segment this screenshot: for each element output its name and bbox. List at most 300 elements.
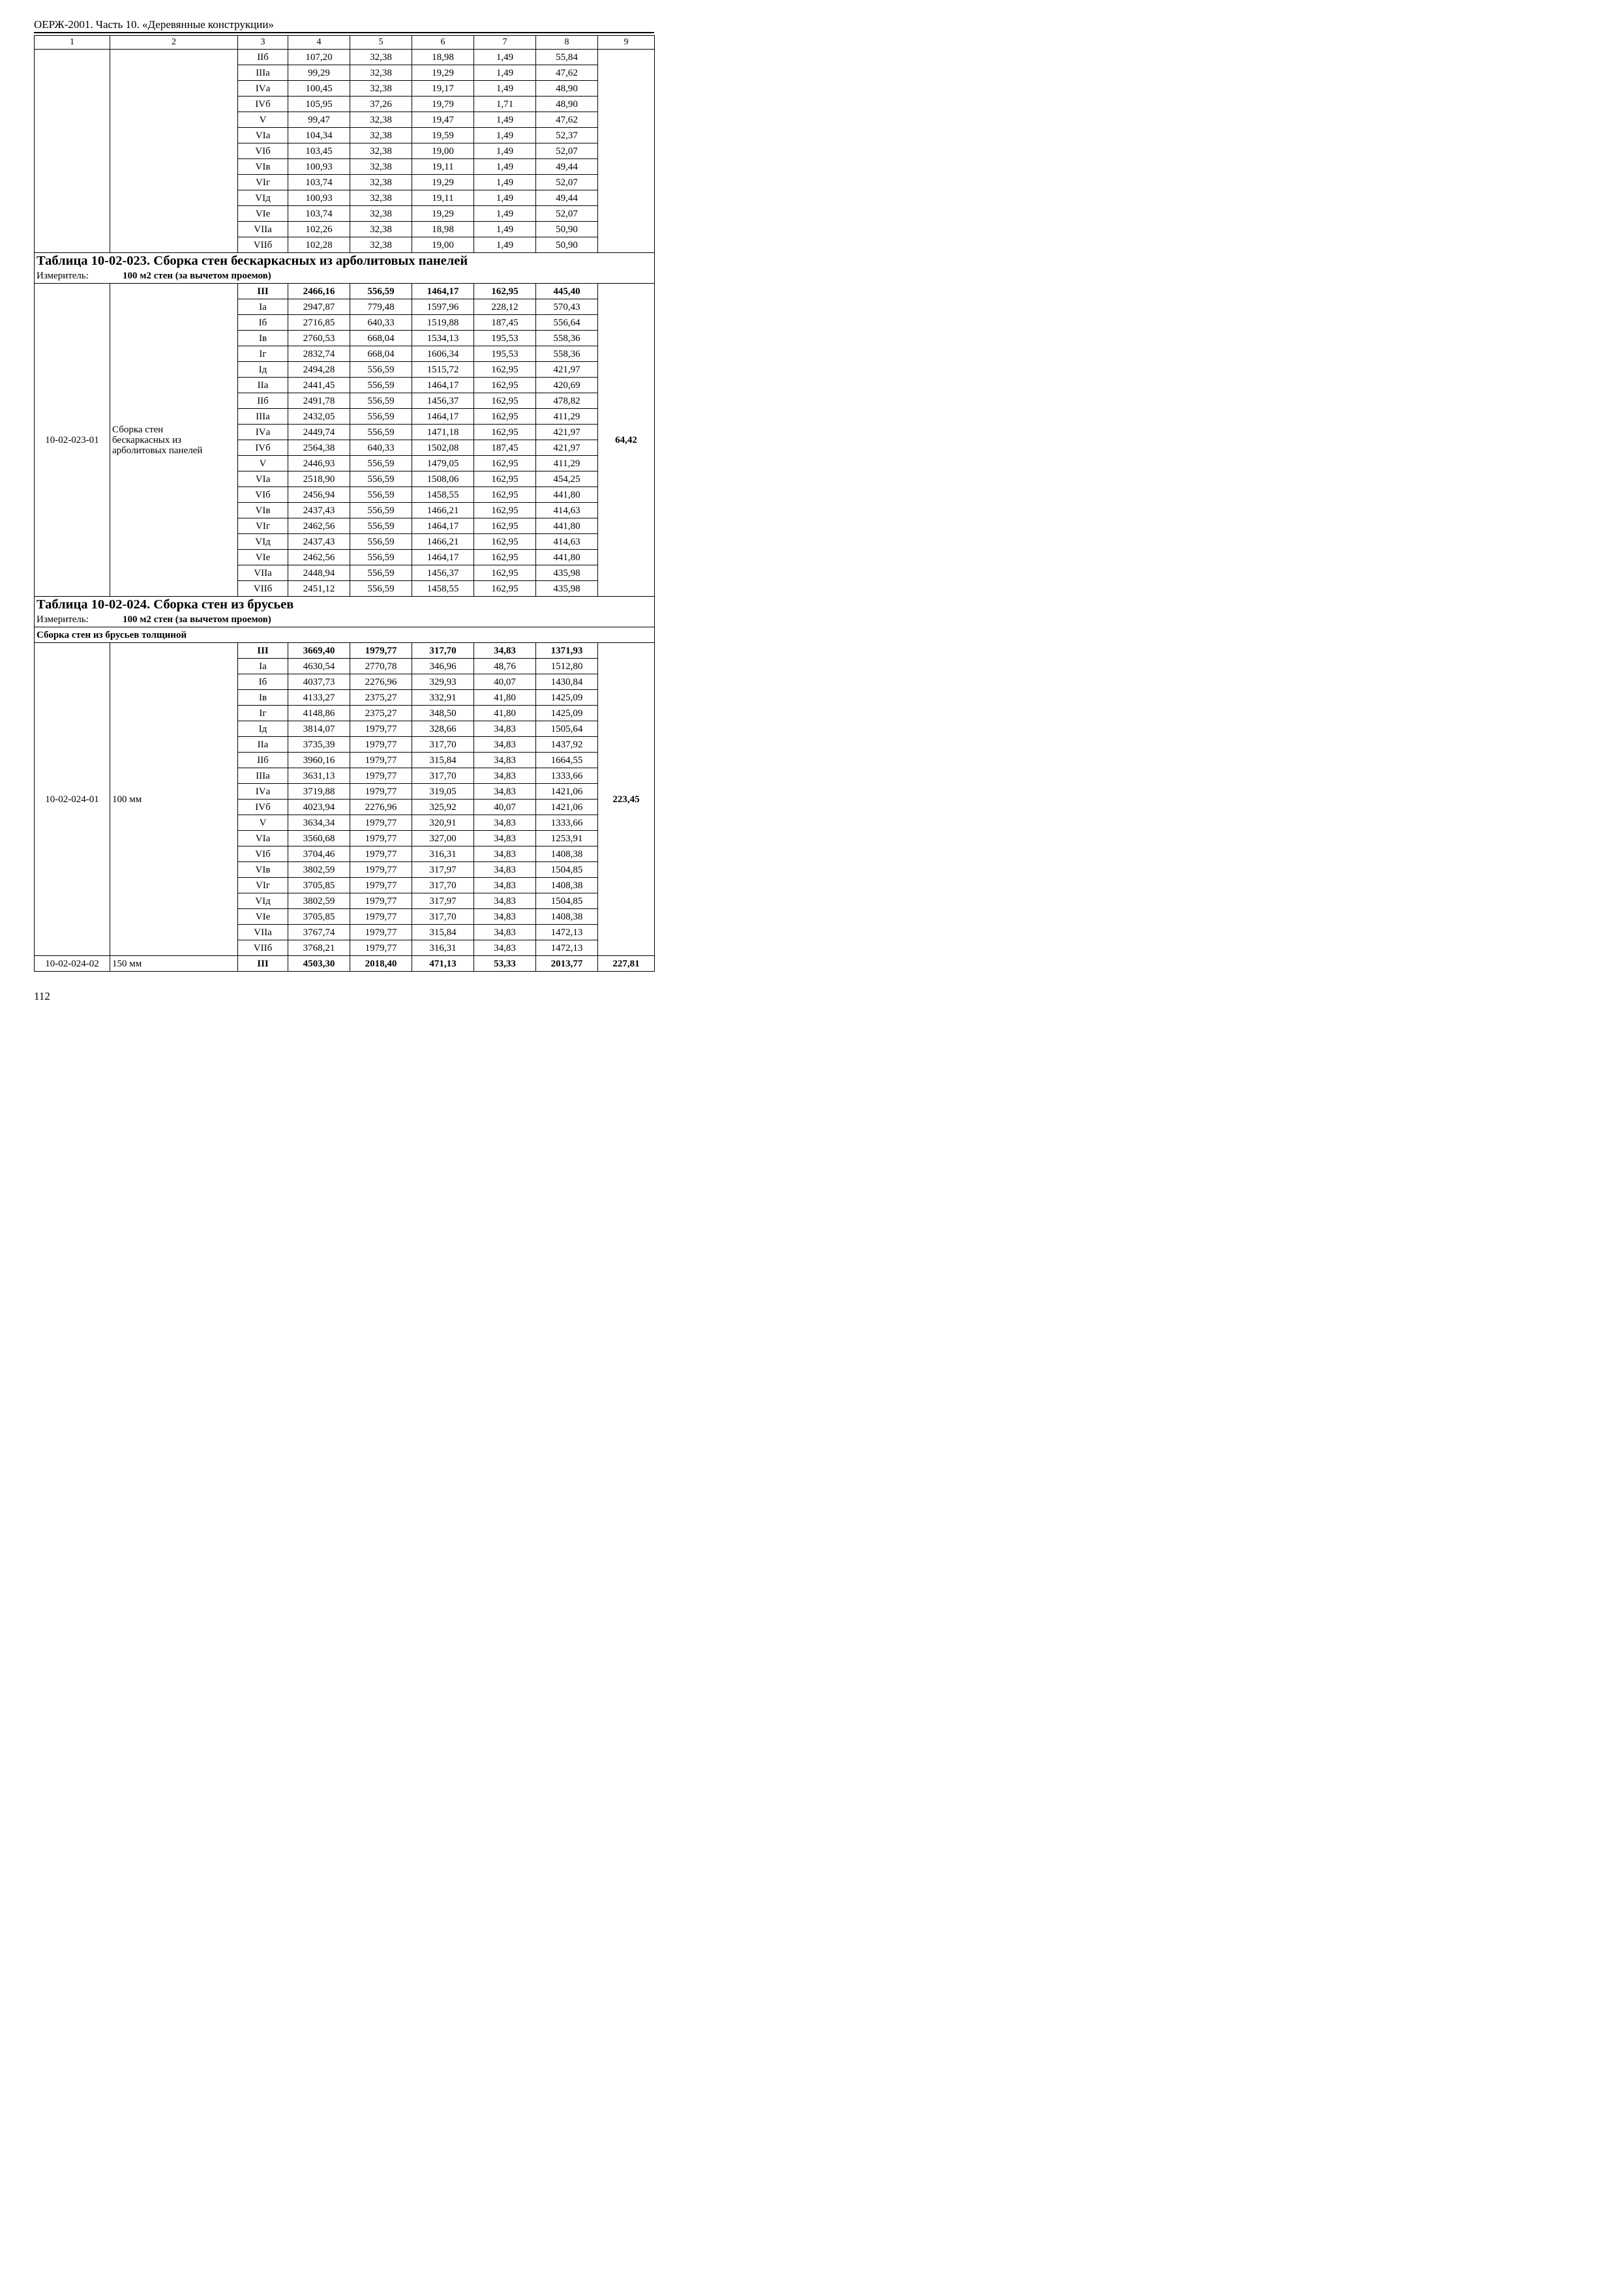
value-cell: 2375,27 xyxy=(350,706,412,721)
value-cell: 162,95 xyxy=(474,425,536,440)
value-cell: 3704,46 xyxy=(288,846,350,862)
value-cell: 668,04 xyxy=(350,331,412,346)
value-cell: 2518,90 xyxy=(288,471,350,487)
value-cell: 1425,09 xyxy=(536,690,598,706)
column-number: 9 xyxy=(598,36,655,50)
value-cell: 19,29 xyxy=(412,175,474,190)
value-cell: 1504,85 xyxy=(536,893,598,909)
value-cell: 32,38 xyxy=(350,190,412,206)
value-cell: 2451,12 xyxy=(288,581,350,597)
value-cell: 48,76 xyxy=(474,659,536,674)
value-cell: 2760,53 xyxy=(288,331,350,346)
value-cell: 162,95 xyxy=(474,393,536,409)
value-cell: 34,83 xyxy=(474,909,536,925)
value-cell: 34,83 xyxy=(474,737,536,753)
value-cell: 162,95 xyxy=(474,565,536,581)
value-cell: 3802,59 xyxy=(288,862,350,878)
value-cell: 1408,38 xyxy=(536,846,598,862)
value-cell: 558,36 xyxy=(536,331,598,346)
col9-cell: 64,42 xyxy=(598,284,655,597)
value-cell: 34,83 xyxy=(474,784,536,800)
value-cell: 100,45 xyxy=(288,81,350,97)
value-cell: 34,83 xyxy=(474,862,536,878)
region-cell: IVб xyxy=(238,440,288,456)
region-cell: III xyxy=(238,956,288,972)
region-cell: VIб xyxy=(238,846,288,862)
value-cell: 3634,34 xyxy=(288,815,350,831)
value-cell: 329,93 xyxy=(412,674,474,690)
value-cell: 411,29 xyxy=(536,456,598,471)
value-cell: 3631,13 xyxy=(288,768,350,784)
region-cell: IIа xyxy=(238,378,288,393)
subheader: Сборка стен из брусьев толщиной xyxy=(35,627,655,643)
value-cell: 49,44 xyxy=(536,159,598,175)
region-cell: Iд xyxy=(238,721,288,737)
region-cell: IVа xyxy=(238,81,288,97)
value-cell: 162,95 xyxy=(474,362,536,378)
region-cell: Iа xyxy=(238,299,288,315)
value-cell: 47,62 xyxy=(536,112,598,128)
region-cell: VIб xyxy=(238,143,288,159)
value-cell: 556,59 xyxy=(350,503,412,518)
value-cell: 1425,09 xyxy=(536,706,598,721)
value-cell: 53,33 xyxy=(474,956,536,972)
value-cell: 4503,30 xyxy=(288,956,350,972)
value-cell: 317,70 xyxy=(412,909,474,925)
value-cell: 1472,13 xyxy=(536,940,598,956)
value-cell: 195,53 xyxy=(474,346,536,362)
column-number: 5 xyxy=(350,36,412,50)
column-number: 2 xyxy=(110,36,238,50)
value-cell: 162,95 xyxy=(474,581,536,597)
value-cell: 435,98 xyxy=(536,565,598,581)
column-number: 4 xyxy=(288,36,350,50)
value-cell: 103,74 xyxy=(288,206,350,222)
value-cell: 32,38 xyxy=(350,159,412,175)
value-cell: 32,38 xyxy=(350,206,412,222)
value-cell: 3669,40 xyxy=(288,643,350,659)
value-cell: 34,83 xyxy=(474,753,536,768)
value-cell: 34,83 xyxy=(474,940,536,956)
value-cell: 441,80 xyxy=(536,550,598,565)
column-number: 3 xyxy=(238,36,288,50)
value-cell: 1464,17 xyxy=(412,518,474,534)
value-cell: 100,93 xyxy=(288,190,350,206)
value-cell: 441,80 xyxy=(536,518,598,534)
value-cell: 471,13 xyxy=(412,956,474,972)
value-cell: 1508,06 xyxy=(412,471,474,487)
value-cell: 556,59 xyxy=(350,284,412,299)
region-cell: IVб xyxy=(238,800,288,815)
region-cell: Iб xyxy=(238,315,288,331)
value-cell: 1504,85 xyxy=(536,862,598,878)
subheader-row xyxy=(35,627,655,643)
value-cell: 1,49 xyxy=(474,128,536,143)
value-cell: 2276,96 xyxy=(350,674,412,690)
value-cell: 1,71 xyxy=(474,97,536,112)
col9-cell: 223,45 xyxy=(598,643,655,956)
value-cell: 1979,77 xyxy=(350,846,412,862)
value-cell: 2494,28 xyxy=(288,362,350,378)
region-cell: VIIб xyxy=(238,581,288,597)
code-cell: 10-02-024-01 xyxy=(35,643,110,956)
page-number: 112 xyxy=(34,990,50,1002)
table-title: Таблица 10-02-024. Сборка стен из брусьев xyxy=(35,597,655,612)
value-cell: 32,38 xyxy=(350,237,412,253)
value-cell: 1,49 xyxy=(474,81,536,97)
value-cell: 3560,68 xyxy=(288,831,350,846)
value-cell: 34,83 xyxy=(474,878,536,893)
value-cell: 1515,72 xyxy=(412,362,474,378)
region-cell: VIг xyxy=(238,518,288,534)
code-cell: 10-02-023-01 xyxy=(35,284,110,597)
value-cell: 3719,88 xyxy=(288,784,350,800)
value-cell: 556,64 xyxy=(536,315,598,331)
value-cell: 421,97 xyxy=(536,362,598,378)
value-cell: 228,12 xyxy=(474,299,536,315)
value-cell: 162,95 xyxy=(474,534,536,550)
value-cell: 162,95 xyxy=(474,503,536,518)
region-cell: V xyxy=(238,456,288,471)
value-cell: 2375,27 xyxy=(350,690,412,706)
value-cell: 1421,06 xyxy=(536,800,598,815)
region-cell: VIIа xyxy=(238,222,288,237)
region-cell: VIIб xyxy=(238,237,288,253)
region-cell: VIе xyxy=(238,550,288,565)
code-cell: 10-02-024-02 xyxy=(35,956,110,972)
name-line: Сборка стен xyxy=(112,424,164,435)
region-cell: Iг xyxy=(238,706,288,721)
value-cell: 1979,77 xyxy=(350,768,412,784)
value-cell: 1472,13 xyxy=(536,925,598,940)
region-cell: VIа xyxy=(238,128,288,143)
value-cell: 1979,77 xyxy=(350,784,412,800)
col9-cell xyxy=(598,50,655,253)
value-cell: 478,82 xyxy=(536,393,598,409)
value-cell: 346,96 xyxy=(412,659,474,674)
value-cell: 4630,54 xyxy=(288,659,350,674)
value-cell: 570,43 xyxy=(536,299,598,315)
value-cell: 1979,77 xyxy=(350,893,412,909)
region-cell: VIг xyxy=(238,878,288,893)
value-cell: 556,59 xyxy=(350,518,412,534)
value-cell: 40,07 xyxy=(474,674,536,690)
value-cell: 49,44 xyxy=(536,190,598,206)
value-cell: 1,49 xyxy=(474,143,536,159)
value-cell: 1979,77 xyxy=(350,737,412,753)
region-cell: Iб xyxy=(238,674,288,690)
value-cell: 1408,38 xyxy=(536,878,598,893)
region-cell: VIв xyxy=(238,862,288,878)
meter-value: 100 м2 стен (за вычетом проемов) xyxy=(123,614,271,625)
value-cell: 1534,13 xyxy=(412,331,474,346)
value-cell: 1464,17 xyxy=(412,550,474,565)
value-cell: 41,80 xyxy=(474,706,536,721)
value-cell: 1464,17 xyxy=(412,378,474,393)
value-cell: 640,33 xyxy=(350,440,412,456)
value-cell: 317,70 xyxy=(412,878,474,893)
value-cell: 162,95 xyxy=(474,487,536,503)
region-cell: VIIа xyxy=(238,565,288,581)
col9-cell: 227,81 xyxy=(598,956,655,972)
value-cell: 316,31 xyxy=(412,846,474,862)
value-cell: 52,07 xyxy=(536,143,598,159)
value-cell: 18,98 xyxy=(412,50,474,65)
column-number: 7 xyxy=(474,36,536,50)
value-cell: 2018,40 xyxy=(350,956,412,972)
value-cell: 32,38 xyxy=(350,50,412,65)
value-cell: 2276,96 xyxy=(350,800,412,815)
value-cell: 2462,56 xyxy=(288,518,350,534)
value-cell: 317,70 xyxy=(412,737,474,753)
meter-label: Измеритель: xyxy=(37,614,89,625)
value-cell: 1502,08 xyxy=(412,440,474,456)
value-cell: 19,79 xyxy=(412,97,474,112)
value-cell: 48,90 xyxy=(536,97,598,112)
value-cell: 32,38 xyxy=(350,175,412,190)
value-cell: 1606,34 xyxy=(412,346,474,362)
value-cell: 414,63 xyxy=(536,534,598,550)
value-cell: 421,97 xyxy=(536,425,598,440)
value-cell: 34,83 xyxy=(474,925,536,940)
value-cell: 1,49 xyxy=(474,190,536,206)
header-divider xyxy=(34,32,654,33)
value-cell: 2448,94 xyxy=(288,565,350,581)
value-cell: 19,47 xyxy=(412,112,474,128)
value-cell: 32,38 xyxy=(350,128,412,143)
value-cell: 1979,77 xyxy=(350,878,412,893)
value-cell: 556,59 xyxy=(350,456,412,471)
value-cell: 34,83 xyxy=(474,768,536,784)
table-title-row xyxy=(35,253,655,269)
value-cell: 4133,27 xyxy=(288,690,350,706)
value-cell: 162,95 xyxy=(474,378,536,393)
value-cell: 34,83 xyxy=(474,721,536,737)
value-cell: 41,80 xyxy=(474,690,536,706)
region-cell: V xyxy=(238,815,288,831)
value-cell: 162,95 xyxy=(474,456,536,471)
value-cell: 4148,86 xyxy=(288,706,350,721)
value-cell: 19,59 xyxy=(412,128,474,143)
value-cell: 556,59 xyxy=(350,581,412,597)
value-cell: 556,59 xyxy=(350,471,412,487)
region-cell: Iг xyxy=(238,346,288,362)
value-cell: 315,84 xyxy=(412,925,474,940)
value-cell: 1,49 xyxy=(474,222,536,237)
column-number: 6 xyxy=(412,36,474,50)
value-cell: 52,37 xyxy=(536,128,598,143)
value-cell: 2564,38 xyxy=(288,440,350,456)
value-cell: 1471,18 xyxy=(412,425,474,440)
name-cell: 100 мм xyxy=(110,643,238,956)
value-cell: 52,07 xyxy=(536,175,598,190)
value-cell: 320,91 xyxy=(412,815,474,831)
table-title-row xyxy=(35,597,655,612)
region-cell: VIв xyxy=(238,503,288,518)
region-cell: Iд xyxy=(238,362,288,378)
column-number: 1 xyxy=(35,36,110,50)
value-cell: 2432,05 xyxy=(288,409,350,425)
value-cell: 162,95 xyxy=(474,409,536,425)
region-cell: VIб xyxy=(238,487,288,503)
region-cell: VIIа xyxy=(238,925,288,940)
value-cell: 1371,93 xyxy=(536,643,598,659)
meter-label: Измеритель: xyxy=(37,270,89,281)
value-cell: 4037,73 xyxy=(288,674,350,690)
value-cell: 454,25 xyxy=(536,471,598,487)
value-cell: 2770,78 xyxy=(350,659,412,674)
value-cell: 1458,55 xyxy=(412,581,474,597)
value-cell: 668,04 xyxy=(350,346,412,362)
value-cell: 1333,66 xyxy=(536,815,598,831)
value-cell: 2437,43 xyxy=(288,534,350,550)
value-cell: 1458,55 xyxy=(412,487,474,503)
value-cell: 1979,77 xyxy=(350,940,412,956)
region-cell: III xyxy=(238,643,288,659)
value-cell: 1979,77 xyxy=(350,753,412,768)
column-number: 8 xyxy=(536,36,598,50)
code-cell xyxy=(35,50,110,253)
name-cell xyxy=(110,50,238,253)
value-cell: 556,59 xyxy=(350,534,412,550)
value-cell: 47,62 xyxy=(536,65,598,81)
region-cell: VIа xyxy=(238,471,288,487)
value-cell: 2462,56 xyxy=(288,550,350,565)
value-cell: 1408,38 xyxy=(536,909,598,925)
running-header: ОЕРЖ-2001. Часть 10. «Деревянные конструкции» xyxy=(34,18,274,31)
value-cell: 1979,77 xyxy=(350,862,412,878)
value-cell: 162,95 xyxy=(474,518,536,534)
value-cell: 556,59 xyxy=(350,565,412,581)
value-cell: 2446,93 xyxy=(288,456,350,471)
value-cell: 37,26 xyxy=(350,97,412,112)
meter-value: 100 м2 стен (за вычетом проемов) xyxy=(123,270,271,281)
value-cell: 34,83 xyxy=(474,893,536,909)
value-cell: 34,83 xyxy=(474,831,536,846)
value-cell: 18,98 xyxy=(412,222,474,237)
name-line: бескаркасных из xyxy=(112,434,182,445)
value-cell: 779,48 xyxy=(350,299,412,315)
value-cell: 2449,74 xyxy=(288,425,350,440)
region-cell: IIа xyxy=(238,737,288,753)
value-cell: 19,00 xyxy=(412,143,474,159)
value-cell: 102,28 xyxy=(288,237,350,253)
value-cell: 556,59 xyxy=(350,409,412,425)
value-cell: 556,59 xyxy=(350,550,412,565)
value-cell: 32,38 xyxy=(350,65,412,81)
region-cell: Iв xyxy=(238,690,288,706)
value-cell: 332,91 xyxy=(412,690,474,706)
value-cell: 1979,77 xyxy=(350,815,412,831)
region-cell: VIг xyxy=(238,175,288,190)
value-cell: 187,45 xyxy=(474,315,536,331)
value-cell: 3802,59 xyxy=(288,893,350,909)
value-cell: 19,29 xyxy=(412,65,474,81)
value-cell: 1479,05 xyxy=(412,456,474,471)
value-cell: 105,95 xyxy=(288,97,350,112)
region-cell: IIIа xyxy=(238,65,288,81)
value-cell: 3705,85 xyxy=(288,878,350,893)
value-cell: 1979,77 xyxy=(350,909,412,925)
value-cell: 107,20 xyxy=(288,50,350,65)
value-cell: 1,49 xyxy=(474,175,536,190)
value-cell: 421,97 xyxy=(536,440,598,456)
value-cell: 104,34 xyxy=(288,128,350,143)
value-cell: 328,66 xyxy=(412,721,474,737)
column-number-row xyxy=(35,36,655,50)
value-cell: 2013,77 xyxy=(536,956,598,972)
value-cell: 1505,64 xyxy=(536,721,598,737)
value-cell: 3768,21 xyxy=(288,940,350,956)
value-cell: 315,84 xyxy=(412,753,474,768)
value-cell: 99,47 xyxy=(288,112,350,128)
value-cell: 556,59 xyxy=(350,487,412,503)
region-cell: IIб xyxy=(238,753,288,768)
value-cell: 3735,39 xyxy=(288,737,350,753)
region-cell: VIд xyxy=(238,190,288,206)
value-cell: 103,74 xyxy=(288,175,350,190)
meter-row xyxy=(35,268,655,284)
value-cell: 4023,94 xyxy=(288,800,350,815)
region-cell: VIд xyxy=(238,534,288,550)
region-cell: Iа xyxy=(238,659,288,674)
value-cell: 50,90 xyxy=(536,222,598,237)
value-cell: 32,38 xyxy=(350,143,412,159)
value-cell: 1421,06 xyxy=(536,784,598,800)
value-cell: 19,11 xyxy=(412,190,474,206)
value-cell: 55,84 xyxy=(536,50,598,65)
value-cell: 19,29 xyxy=(412,206,474,222)
region-cell: VIе xyxy=(238,206,288,222)
value-cell: 1430,84 xyxy=(536,674,598,690)
value-cell: 100,93 xyxy=(288,159,350,175)
table-title: Таблица 10-02-023. Сборка стен бескаркасных из арболитовых панелей xyxy=(35,253,655,269)
value-cell: 3705,85 xyxy=(288,909,350,925)
value-cell: 2437,43 xyxy=(288,503,350,518)
value-cell: 50,90 xyxy=(536,237,598,253)
value-cell: 2716,85 xyxy=(288,315,350,331)
value-cell: 103,45 xyxy=(288,143,350,159)
value-cell: 2466,16 xyxy=(288,284,350,299)
value-cell: 1,49 xyxy=(474,65,536,81)
value-cell: 187,45 xyxy=(474,440,536,456)
value-cell: 1333,66 xyxy=(536,768,598,784)
value-cell: 195,53 xyxy=(474,331,536,346)
value-cell: 319,05 xyxy=(412,784,474,800)
region-cell: IIб xyxy=(238,393,288,409)
value-cell: 640,33 xyxy=(350,315,412,331)
region-cell: VIв xyxy=(238,159,288,175)
value-cell: 1,49 xyxy=(474,237,536,253)
value-cell: 40,07 xyxy=(474,800,536,815)
value-cell: 414,63 xyxy=(536,503,598,518)
region-cell: IIIа xyxy=(238,409,288,425)
table-row xyxy=(35,50,655,65)
value-cell: 348,50 xyxy=(412,706,474,721)
value-cell: 1466,21 xyxy=(412,503,474,518)
region-cell: Iв xyxy=(238,331,288,346)
value-cell: 1979,77 xyxy=(350,643,412,659)
value-cell: 420,69 xyxy=(536,378,598,393)
region-cell: IIб xyxy=(238,50,288,65)
value-cell: 1512,80 xyxy=(536,659,598,674)
value-cell: 558,36 xyxy=(536,346,598,362)
value-cell: 3767,74 xyxy=(288,925,350,940)
value-cell: 3814,07 xyxy=(288,721,350,737)
value-cell: 1464,17 xyxy=(412,409,474,425)
value-cell: 1253,91 xyxy=(536,831,598,846)
value-cell: 1456,37 xyxy=(412,565,474,581)
